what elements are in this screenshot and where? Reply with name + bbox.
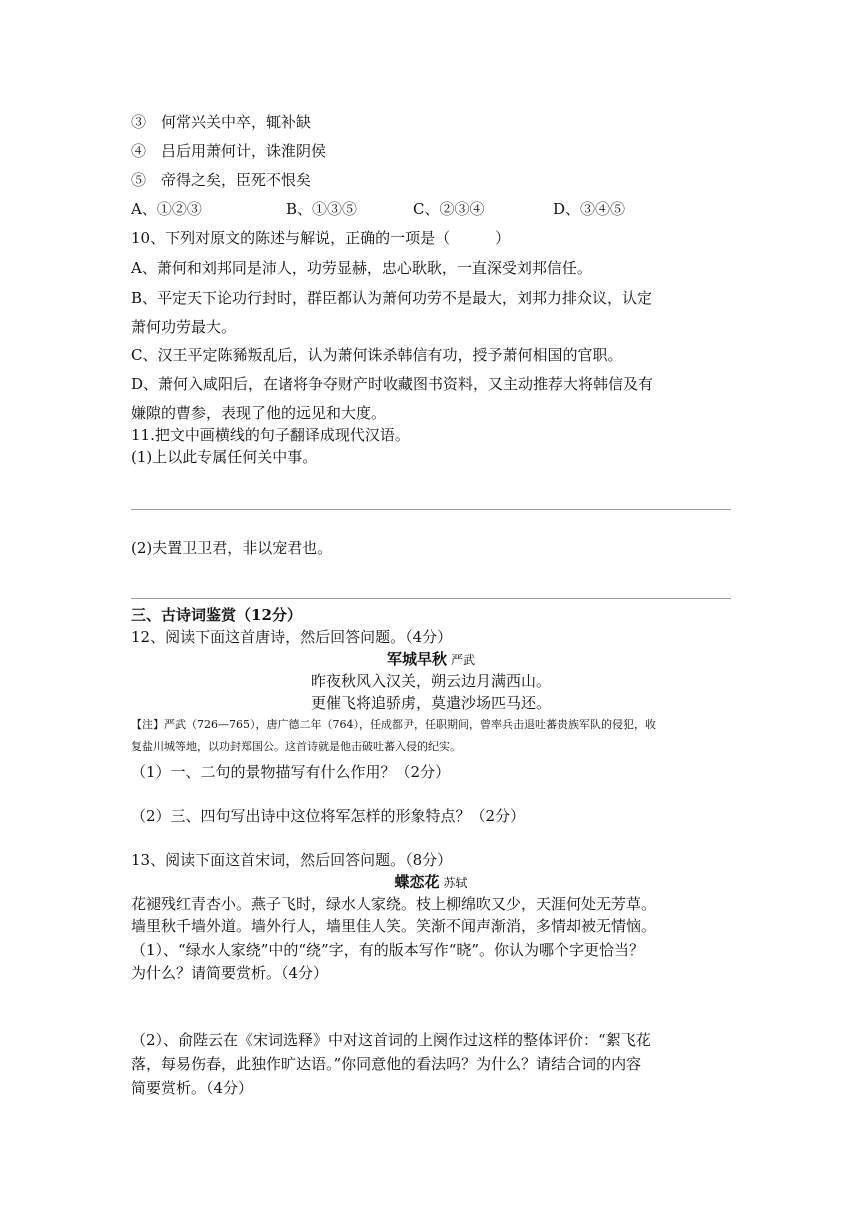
- q9-item-4: ④ 吕后用萧何计，诛淮阴侯: [131, 142, 327, 160]
- q12-note-line-2: 复盐川城等地，以功封郑国公。这首诗就是他击破吐蕃入侵的纪实。: [131, 740, 461, 753]
- q9-item-3: ③ 何常兴关中卒，辄补缺: [131, 113, 312, 131]
- q13-subquestion-2-line3: 简要赏析。（4分）: [131, 1079, 254, 1097]
- section-3-heading: 三、古诗词鉴赏（12分）: [131, 606, 302, 624]
- q13-subquestion-1-line2: 为什么？请简要赏析。（4分）: [131, 964, 329, 982]
- q13-poem-title: 蝶恋花: [394, 873, 440, 891]
- q13-poem-line-1: 花褪残红青杏小。燕子飞时，绿水人家绕。枝上柳绵吹又少，天涯何处无芳草。: [131, 895, 657, 913]
- q13-poem-heading: [131, 872, 731, 893]
- q9-item-5: ⑤ 帝得之矣，臣死不恨矣: [131, 171, 312, 189]
- q9-option-d: D、③④⑤: [553, 200, 626, 218]
- q12-note-line-1: 【注】严武（726—765），唐广德二年（764），任成都尹，任职期间，曾率兵击退吐蕃贵族军队的侵犯，收: [131, 718, 656, 731]
- q12-poem-line-1: 昨夜秋风入汉关，朔云边月满西山。: [310, 672, 551, 690]
- q10-option-a: A、萧何和刘邦同是沛人，功劳显赫，忠心耿耿，一直深受刘邦信任。: [131, 259, 592, 277]
- answer-line-2: [131, 598, 731, 599]
- q12-subquestion-2: （2）三、四句写出诗中这位将军怎样的形象特点？（2分）: [131, 807, 526, 825]
- q9-option-c: C、②③④: [413, 200, 485, 218]
- q13-poem-author: 苏轼: [443, 876, 468, 890]
- q13-stem: 13、阅读下面这首宋词，然后回答问题。（8分）: [131, 851, 453, 869]
- q12-stem: 12、阅读下面这首唐诗，然后回答问题。（4分）: [131, 628, 453, 646]
- q13-subquestion-2-line1: （2）、俞陛云在《宋词选释》中对这首词的上阕作过这样的整体评价：“絮飞花: [131, 1031, 651, 1049]
- q11-stem: 11.把文中画横线的句子翻译成现代汉语。: [131, 426, 410, 444]
- answer-line-1: [131, 509, 731, 510]
- q11-sentence-1: (1)上以此专属任何关中事。: [131, 448, 318, 466]
- q9-option-b: B、①③⑤: [286, 200, 358, 218]
- q10-option-b-line2: 萧何功劳最大。: [131, 318, 237, 336]
- q10-stem: 10、下列对原文的陈述与解说，正确的一项是（ ）: [131, 229, 511, 247]
- q12-poem-author: 严武: [451, 653, 476, 667]
- q9-option-a: A、①②③: [131, 200, 202, 218]
- q13-subquestion-2-line2: 落，每易伤春，此独作旷达语。”你同意他的看法吗？为什么？请结合词的内容: [131, 1055, 642, 1073]
- q13-poem-line-2: 墙里秋千墙外道。墙外行人，墙里佳人笑。笑渐不闻声渐消，多情却被无情恼。: [131, 917, 657, 935]
- q12-poem-heading: [131, 649, 731, 670]
- q10-option-b-line1: B、平定天下论功行封时，群臣都认为萧何功劳不是最大，刘邦力排众议，认定: [131, 289, 653, 307]
- q12-subquestion-1: （1）一、二句的景物描写有什么作用？（2分）: [131, 763, 451, 781]
- q10-option-d-line2: 嫌隙的曹参，表现了他的远见和大度。: [131, 404, 387, 422]
- q11-sentence-2: (2)夫置卫卫君，非以宠君也。: [131, 539, 333, 557]
- q13-subquestion-1-line1: （1）、“绿水人家绕”中的“绕”字，有的版本写作“晓”。你认为哪个字更恰当？: [131, 941, 645, 959]
- q12-poem-title: 军城早秋: [386, 650, 447, 668]
- q12-poem-line-2: 更催飞将追骄虏，莫遣沙场匹马还。: [310, 694, 551, 712]
- q10-option-c: C、汉王平定陈豨叛乱后，认为萧何诛杀韩信有功，授予萧何相国的官职。: [131, 346, 623, 364]
- q10-option-d-line1: D、萧何入咸阳后，在诸将争夺财产时收藏图书资料，又主动推荐大将韩信及有: [131, 375, 654, 393]
